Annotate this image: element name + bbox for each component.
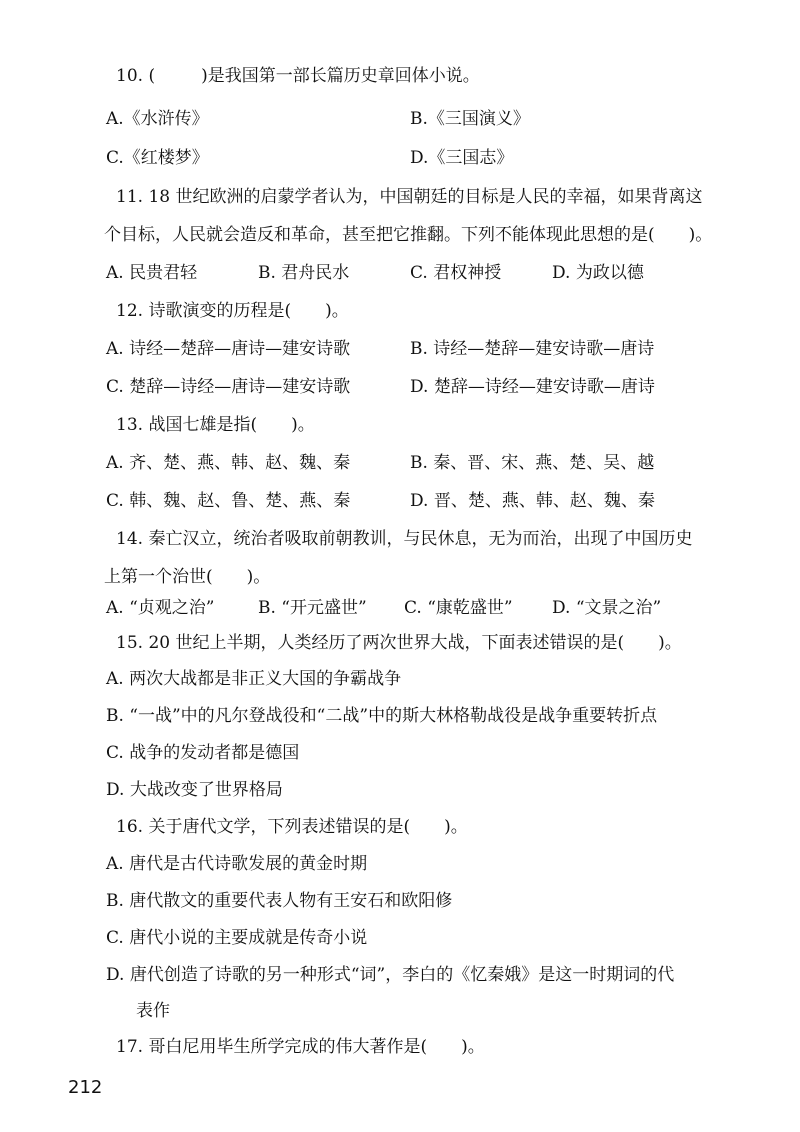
question-14-option-d: D. “文景之治” [552,598,662,618]
question-12-option-a: A. 诗经—楚辞—唐诗—建安诗歌 [106,339,351,359]
question-10-option-c: C.《红楼梦》 [106,148,209,168]
question-10-option-d: D.《三国志》 [410,148,514,168]
question-12-option-b: B. 诗经—楚辞—建安诗歌—唐诗 [410,339,655,359]
question-16-stem: 16. 关于唐代文学，下列表述错误的是( )。 [116,817,468,837]
question-15-option-b: B. “一战”中的凡尔登战役和“二战”中的斯大林格勒战役是战争重要转折点 [106,706,658,726]
question-17-stem: 17. 哥白尼用毕生所学完成的伟大著作是( )。 [116,1037,485,1057]
question-13-option-a: A. 齐、楚、燕、韩、赵、魏、秦 [106,453,351,473]
question-14-option-c: C. “康乾盛世” [404,598,513,618]
question-15-stem: 15. 20 世纪上半期，人类经历了两次世界大战，下面表述错误的是( )。 [116,633,682,653]
question-11-option-c: C. 君权神授 [410,263,502,283]
question-10-stem [116,63,480,89]
question-12-option-c: C. 楚辞—诗经—唐诗—建安诗歌 [106,377,351,397]
question-14-stem-line2: 上第一个治世( )。 [104,567,271,587]
question-13-option-d: D. 晋、楚、燕、韩、赵、魏、秦 [410,491,655,511]
question-13-option-c: C. 韩、魏、赵、鲁、楚、燕、秦 [106,491,351,511]
question-16-option-c: C. 唐代小说的主要成就是传奇小说 [106,928,368,948]
question-13-option-b: B. 秦、晋、宋、燕、楚、吴、越 [410,453,655,473]
question-12-option-d: D. 楚辞—诗经—建安诗歌—唐诗 [410,377,655,397]
question-15-option-a: A. 两次大战都是非正义大国的争霸战争 [106,669,402,689]
question-10-option-b: B.《三国演义》 [410,109,530,129]
question-13-stem: 13. 战国七雄是指( )。 [116,415,315,435]
question-16-option-b: B. 唐代散文的重要代表人物有王安石和欧阳修 [106,891,453,911]
page-number: 212 [68,1077,103,1098]
question-11-option-d: D. 为政以德 [552,263,644,283]
question-11-option-a: A. 民贵君轻 [106,263,198,283]
question-16-option-d: D. 唐代创造了诗歌的另一种形式“词”，李白的《忆秦娥》是这一时期词的代 [106,965,675,985]
question-14-option-a: A. “贞观之治” [106,598,215,618]
question-16-option-d-continuation: 表作 [136,1001,170,1021]
question-15-option-c: C. 战争的发动者都是德国 [106,743,300,763]
question-16-option-a: A. 唐代是古代诗歌发展的黄金时期 [106,854,368,874]
question-11-stem-line1: 11. 18 世纪欧洲的启蒙学者认为，中国朝廷的目标是人民的幸福，如果背离这 [116,187,703,207]
question-12-stem: 12. 诗歌演变的历程是( )。 [116,301,349,321]
question-15-option-d: D. 大战改变了世界格局 [106,780,283,800]
question-14-stem-line1: 14. 秦亡汉立，统治者吸取前朝教训，与民休息，无为而治，出现了中国历史 [116,529,693,549]
question-11-stem-line2: 个目标，人民就会造反和革命，甚至把它推翻。下列不能体现此思想的是( )。 [104,225,713,245]
question-11-option-b: B. 君舟民水 [258,263,350,283]
question-10-option-a: A.《水浒传》 [106,109,209,129]
question-10-text: )是我国第一部长篇历史章回体小说。 [201,66,480,86]
question-10-number: 10. ( [116,66,156,86]
question-14-option-b: B. “开元盛世” [258,598,367,618]
